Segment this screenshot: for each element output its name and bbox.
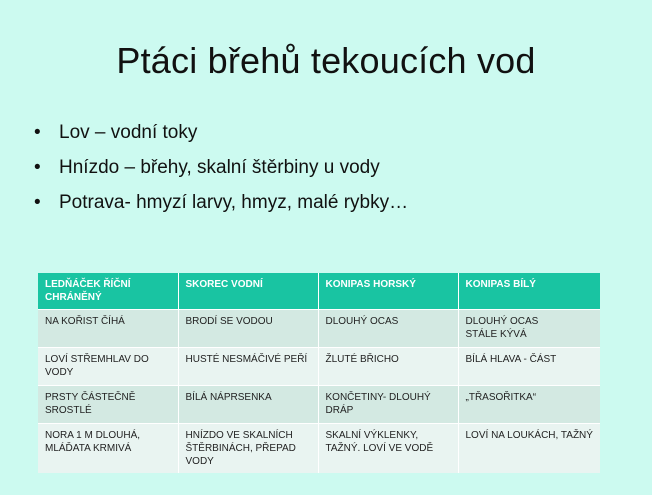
- table-cell: LOVÍ NA LOUKÁCH, TAŽNÝ: [458, 424, 600, 474]
- table-cell: HUSTÉ NESMÁČIVÉ PEŘÍ: [178, 348, 318, 386]
- bullet-item: [34, 191, 408, 226]
- table-header-cell: KONIPAS HORSKÝ: [318, 273, 458, 310]
- table-header-cell: KONIPAS BÍLÝ: [458, 273, 600, 310]
- table-cell: KONČETINY- DLOUHÝ DRÁP: [318, 386, 458, 424]
- bullet-dot: •: [34, 192, 41, 213]
- table-cell: „TŘASOŘITKA“: [458, 386, 600, 424]
- table-cell: PRSTY ČÁSTEČNĚ SROSTLÉ: [38, 386, 178, 424]
- bullet-item: [34, 121, 408, 156]
- table-row: [38, 386, 600, 424]
- bullet-text: Hnízdo – břehy, skalní štěrbiny u vody: [59, 157, 380, 178]
- table-cell: BÍLÁ NÁPRSENKA: [178, 386, 318, 424]
- table-header-cell: SKOREC VODNÍ: [178, 273, 318, 310]
- bullet-dot: •: [34, 157, 41, 178]
- table-cell: DLOUHÝ OCAS STÁLE KÝVÁ: [458, 310, 600, 348]
- bird-comparison-table: [38, 273, 600, 473]
- table-header-cell: LEDŇÁČEK ŘÍČNÍ CHRÁNĚNÝ: [38, 273, 178, 310]
- bullet-list: [34, 121, 408, 226]
- table-cell: DLOUHÝ OCAS: [318, 310, 458, 348]
- bullet-dot: •: [34, 122, 41, 143]
- table-cell: BRODÍ SE VODOU: [178, 310, 318, 348]
- table-cell: BÍLÁ HLAVA - ČÁST: [458, 348, 600, 386]
- table-cell: NA KOŘIST ČÍHÁ: [38, 310, 178, 348]
- table-row: [38, 310, 600, 348]
- table-cell: SKALNÍ VÝKLENKY, TAŽNÝ. LOVÍ VE VODĚ: [318, 424, 458, 474]
- table-header-row: [38, 273, 600, 310]
- table-cell: HNÍZDO VE SKALNÍCH ŠTĚRBINÁCH, PŘEPAD VODY: [178, 424, 318, 474]
- table-row: [38, 424, 600, 474]
- slide-title: Ptáci břehů tekoucích vod: [116, 40, 536, 81]
- bullet-text: Lov – vodní toky: [59, 122, 198, 143]
- table-cell: NORA 1 M DLOUHÁ, MLÁĎATA KRMIVÁ: [38, 424, 178, 474]
- table-cell: LOVÍ STŘEMHLAV DO VODY: [38, 348, 178, 386]
- bullet-item: [34, 156, 408, 191]
- table-cell: ŽLUTÉ BŘICHO: [318, 348, 458, 386]
- bullet-text: Potrava- hmyzí larvy, hmyz, malé rybky…: [59, 192, 409, 213]
- table-row: [38, 348, 600, 386]
